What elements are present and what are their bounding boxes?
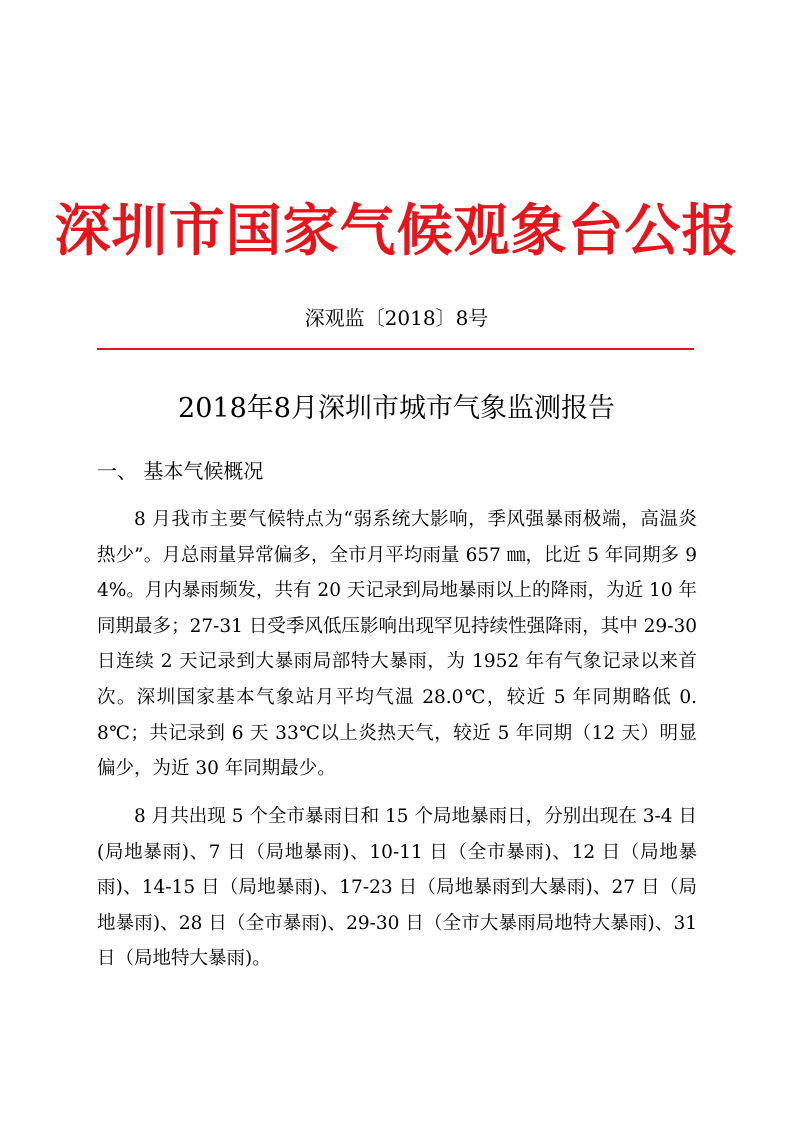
- body-paragraph: 8 月我市主要气候特点为“弱系统大影响，季风强暴雨极端，高温炎热少”。月总雨量异常偏多，全市月平均雨量 657 ㎜，比近 5 年同期多 94%。月内暴雨频发，共有 20 天记录到局地暴雨以上的降雨，为近 10 年同期最多；27-31 日受季风低压影响出现罕见持续性强降雨，其中 29-30 日连续 2 天记录到大暴雨局部特大暴雨，为 1952 年有气象记录以来首次。深圳国家基本气象站月平均气温 28.0℃，较近 5 年同期略低 0.8℃；共记录到 6 天 33℃以上炎热天气，较近 5 年同期（12 天）明显偏少，为近 30 年同期最少。: [97, 509, 697, 780]
- body-paragraph: 8 月共出现 5 个全市暴雨日和 15 个局地暴雨日，分别出现在 3-4 日(局地暴雨)、7 日（局地暴雨)、10-11 日（全市暴雨)、12 日（局地暴雨)、14-15 日（局地暴雨)、17-23 日（局地暴雨到大暴雨)、27 日（局地暴雨)、28 日（全市暴雨)、29-30 日（全市大暴雨局地特大暴雨)、31 日（局地特大暴雨)。: [97, 806, 697, 970]
- report-title: 2018年8月深圳市城市气象监测报告: [178, 393, 615, 424]
- document-number: 深观监〔2018〕8号: [304, 306, 489, 330]
- bulletin-masthead: 深圳市国家气候观象台公报: [54, 198, 739, 264]
- section-heading: 一、 基本气候概况: [97, 459, 264, 483]
- red-divider-line: [97, 348, 694, 350]
